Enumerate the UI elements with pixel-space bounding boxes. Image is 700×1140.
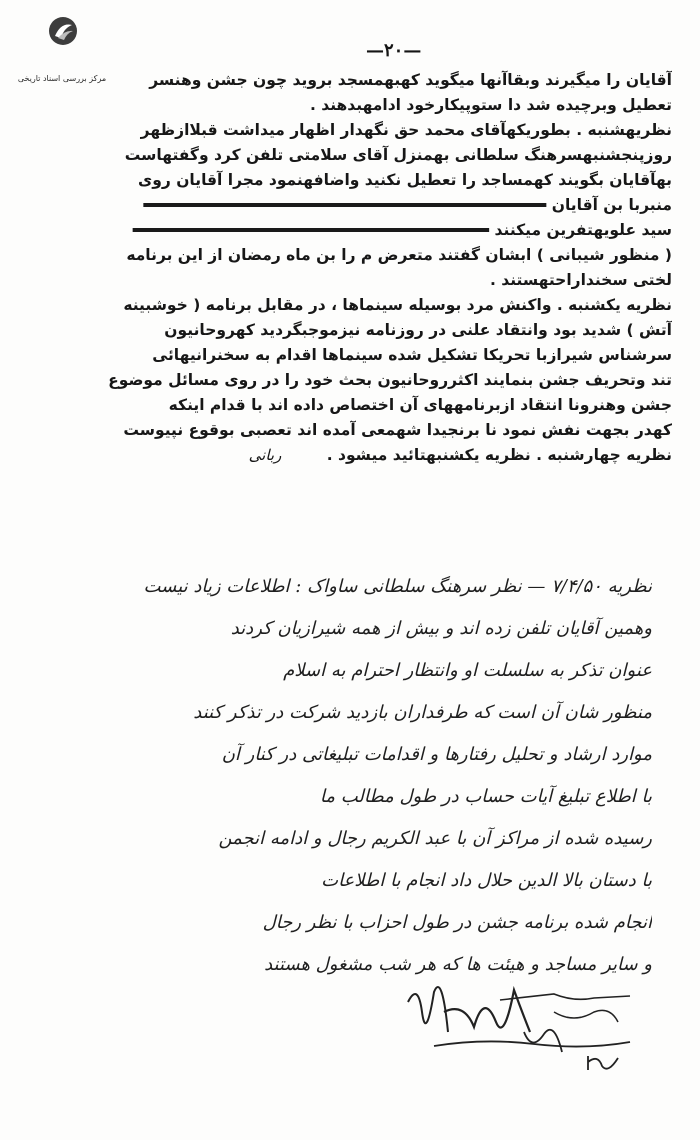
handwritten-line: وهمین آقایان تلفن زده اند و بیش از همه شیرازیان کردند	[230, 618, 652, 639]
typed-line: نظریه یکشنبه . واکنش مرد بوسیله سینماها ، در مقابل برنامه ( خوشبینه	[123, 296, 672, 314]
handwritten-line: با اطلاع تبلیغ آیات حساب در طول مطالب ما	[319, 786, 652, 807]
typed-line: لختی سخنداراحتهستند .	[489, 271, 672, 289]
typed-line-struck	[40, 218, 672, 243]
strikethrough-mark	[133, 221, 490, 239]
handwritten-line: منظور شان آن است که طرفداران بازدید شرکت در تذکر کنند	[193, 702, 652, 723]
handwritten-line: نظریه ۷/۴/۵۰ — نظر سرهنگ سلطانی ساواک : اطلاعات زیاد نیست	[143, 576, 652, 597]
handwritten-line: عنوان تذکر به سلسلت او وانتظار احترام به اسلام	[283, 660, 652, 681]
typed-line-tail: سید علویهتفرین میکنند	[494, 221, 672, 239]
typed-line: تعطیل وبرچیده شد دا ستوپیکارخود ادامهبدهند .	[309, 96, 672, 114]
typed-line: آقایان را میگیرند وبقاآنها میگوید کهبهمسجد بروید چون جشن وهنسر	[149, 71, 672, 89]
archive-logo-text: مرکز بررسی اسناد تاریخی	[17, 74, 107, 83]
handwritten-line: موارد ارشاد و تحلیل رفتارها و اقدامات تبلیغاتی در کنار آن	[221, 744, 652, 765]
strikethrough-mark	[143, 196, 546, 214]
typed-line: کهدر بجهت نفش نمود نا برنجیدا شهمعی آمده اند تعصبی بوقوع نپیوست	[123, 421, 672, 439]
typed-line: آتش ) شدید بود وانتقاد علنی در روزنامه نیزموجبگردید کهروحانیون	[164, 321, 672, 339]
typed-line: ( منظور شیبانی ) ابشان گفتند متعرض م را بن ماه رمضان از این برنامه	[126, 246, 672, 264]
typed-line: تند وتحریف جشن بنمایند اکثرروحانیون بحث خود را در روی مسائل موضوع	[108, 371, 672, 389]
typed-line: سرشناس شیرازبا تحریکا تشکیل شده سینماها اقدام به سخنرانیهائی	[152, 346, 672, 364]
handwritten-line: انجام شده برنامه جشن در طول احزاب با نظر رجال	[262, 912, 652, 933]
page-number: —۲۰—	[366, 40, 422, 61]
typed-report	[40, 68, 672, 468]
margin-note: ربانی	[248, 446, 282, 464]
stamp-mark	[584, 1050, 624, 1072]
handwritten-line: با دستان بالا الدین حلال داد انجام با اطلاعات	[321, 870, 652, 891]
typed-line-struck	[40, 193, 672, 218]
typed-line: جشن وهنرونا انتقاد ازبرنامههای آن اختصاص داده اند با قدام اینکه	[168, 396, 672, 414]
archive-emblem-icon	[48, 16, 78, 46]
typed-line-text: نظریه چهارشنبه . نظریه یکشنبهتائید میشود .	[326, 446, 672, 464]
struck-text: منبربا بن آقایان	[551, 196, 672, 214]
typed-line: نظریهشنبه . بطوریکهآقای محمد حق نگهدار اظهار میداشت قبلاازظهر	[140, 121, 672, 139]
typed-line	[40, 443, 672, 468]
handwritten-note	[38, 566, 652, 986]
typed-line: روزپنجشنبهسرهنگ سلطانی بهمنزل آقای سلامتی تلفن کرد وگفتهاست	[124, 146, 672, 164]
typed-line: بهآقایان بگویند کهمساجد را تعطیل نکنید واضافهنمود مجرا آقایان روی	[138, 171, 672, 189]
handwritten-line: و سایر مساجد و هیئت ها که هر شب مشغول هستند	[264, 954, 652, 975]
handwritten-line: رسیده شده از مراکز آن با عبد الکریم رجال و ادامه انجمن	[218, 828, 652, 849]
